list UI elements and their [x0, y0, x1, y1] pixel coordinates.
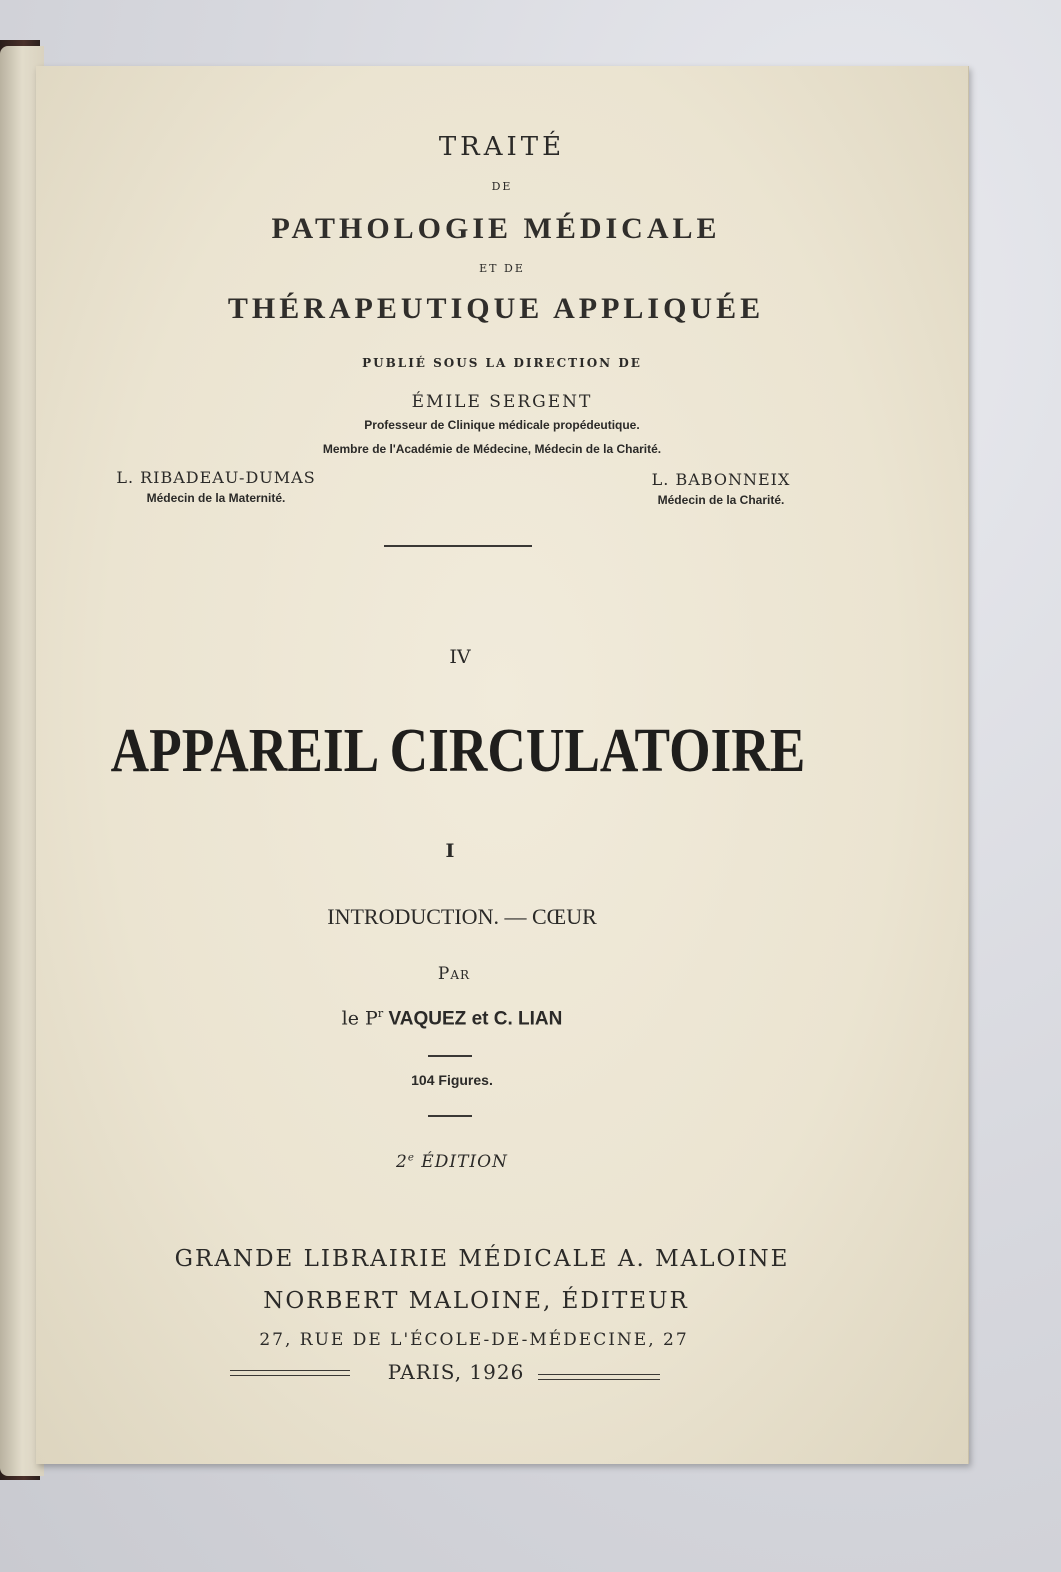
co-editor-left-role: Médecin de la Maternité.: [146, 491, 286, 505]
main-title-line1: PATHOLOGIE MÉDICALE: [271, 212, 721, 245]
part-number: I: [445, 840, 455, 862]
publisher-line2: NORBERT MALOINE, ÉDITEUR: [263, 1288, 689, 1314]
publie-text: PUBLIÉ SOUS LA DIRECTION DE: [362, 356, 642, 370]
edition-number: 2: [396, 1152, 408, 1172]
par-text: Par: [437, 964, 471, 984]
co-editor-left: [116, 468, 316, 505]
edition-sup: e: [407, 1152, 415, 1164]
director-name: ÉMILE SERGENT: [411, 392, 593, 412]
authors-names: VAQUEZ et C. LIAN: [383, 1008, 563, 1030]
edition-line: [0, 1152, 918, 1172]
co-editor-right: [636, 470, 806, 507]
volume-number: IV: [449, 646, 471, 668]
title-page: [36, 66, 969, 1464]
director-role-line1: Professeur de Clinique médicale propédeutique.: [364, 418, 640, 432]
publisher-address: 27, RUE DE L'ÉCOLE-DE-MÉDECINE, 27: [259, 1330, 689, 1350]
co-editor-right-name: L. BABONNEIX: [651, 470, 791, 489]
et-de-text: ET DE: [479, 262, 525, 275]
traite-heading: TRAITÉ: [438, 132, 566, 162]
figures-divider: [428, 1115, 472, 1117]
header-divider: [384, 545, 532, 547]
co-editor-right-role: Médecin de la Charité.: [657, 493, 785, 507]
authors-divider: [428, 1055, 472, 1057]
authors-line: [0, 1006, 918, 1030]
director-role-line2: Membre de l'Académie de Médecine, Médecin de la Charité.: [322, 442, 662, 456]
figures-count: 104 Figures.: [411, 1072, 493, 1088]
publisher-city-year: PARIS, 1926: [387, 1360, 525, 1384]
authors-sup: r: [377, 1006, 384, 1020]
co-editor-left-name: L. RIBADEAU-DUMAS: [116, 468, 316, 487]
volume-subtitle: INTRODUCTION. — CŒUR: [327, 904, 597, 929]
publisher-line1: GRANDE LIBRAIRIE MÉDICALE A. MALOINE: [174, 1246, 790, 1272]
city-rule-right: [538, 1374, 660, 1380]
de-text: DE: [491, 180, 513, 193]
edition-word: ÉDITION: [414, 1152, 508, 1172]
volume-title: APPAREIL CIRCULATOIRE: [110, 717, 806, 785]
main-title-line2: THÉRAPEUTIQUE APPLIQUÉE: [227, 292, 765, 325]
authors-prefix: le P: [341, 1007, 378, 1030]
